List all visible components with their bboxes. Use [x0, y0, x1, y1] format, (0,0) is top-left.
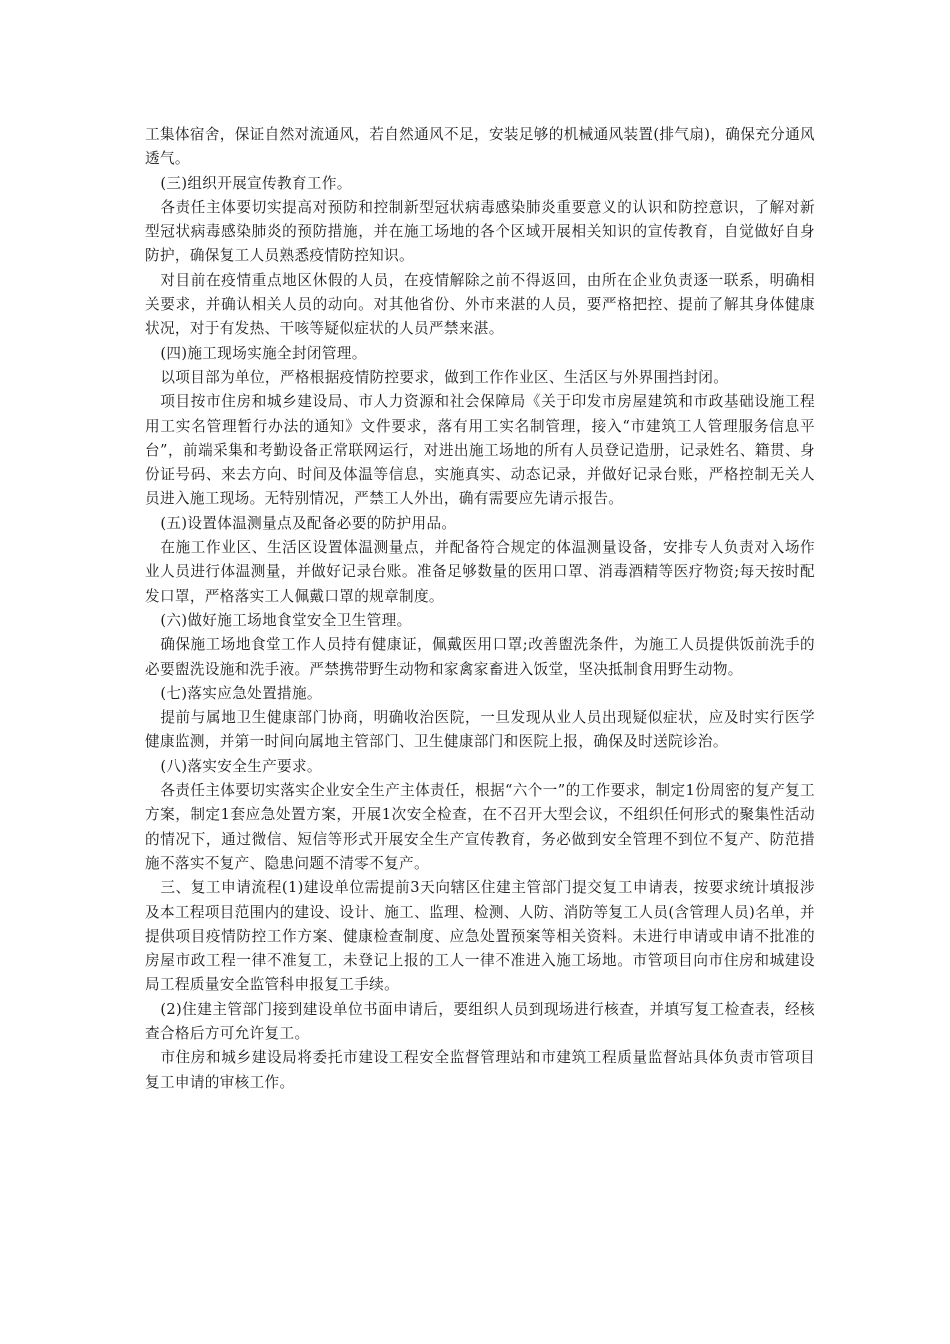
section-heading-4: (四)施工现场实施全封闭管理。: [160, 344, 367, 362]
paragraph-17: (2)住建主管部门接到建设单位书面申请后，要组织人员到现场进行核查，并填写复工检查表，经核查合格后方可允许复工。: [145, 1000, 815, 1042]
paragraph-7: 项目按市住房和城乡建设局、市人力资源和社会保障局《关于印发市房屋建筑和市政基础设施工程用工实名管理暂行办法的通知》文件要求，落有用工实名制管理，接入“市建筑工人管理服务信息平台”，前端采集和考勤设备正常联网运行，对进出施工场地的所有人员登记造册，记录姓名、籍贯、身份证号码、来去方向、时间及体温等信息，实施真实、动态记录，并做好记录台账，严格控制无关人员进入施工现场。无特别情况，严禁工人外出，确有需要应先请示报告。: [145, 393, 815, 508]
section-heading-7: (七)落实应急处置措施。: [160, 684, 322, 702]
document-body: [145, 123, 815, 1095]
paragraph-13: 提前与属地卫生健康部门协商，明确收治医院，一旦发现从业人员出现疑似症状，应及时实行医学健康监测，并第一时间向属地主管部门、卫生健康部门和医院上报，确保及时送院诊治。: [145, 709, 815, 751]
section-heading-6: (六)做好施工场地食堂安全卫生管理。: [160, 611, 412, 629]
paragraph-16: 三、复工申请流程(1)建设单位需提前3天向辖区住建主管部门提交复工申请表，按要求统计填报涉及本工程项目范围内的建设、设计、施工、监理、检测、人防、消防等复工人员(含管理人员)名单，并提供项目疫情防控工作方案、健康检查制度、应急处置预案等相关资料。未进行申请或申请不批准的房屋市政工程一律不准复工，未登记上报的工人一律不准进入施工场地。市管项目向市住房和城建设局工程质量安全监管科申报复工手续。: [145, 879, 815, 994]
paragraph-15: 各责任主体要切实落实企业安全生产主体责任，根据“六个一”的工作要求，制定1份周密的复产复工方案，制定1套应急处置方案，开展1次安全检查，在不召开大型会议，不组织任何形式的聚集性活动的情况下，通过微信、短信等形式开展安全生产宣传教育，务必做到安全管理不到位不复产、防范措施不落实不复产、隐患问题不清零不复产。: [145, 782, 815, 872]
paragraph-1: 工集体宿舍，保证自然对流通风，若自然通风不足，安装足够的机械通风装置(排气扇)，确保充分通风透气。: [145, 126, 815, 168]
section-heading-8: (八)落实安全生产要求。: [160, 757, 322, 775]
paragraph-18: 市住房和城乡建设局将委托市建设工程安全监督管理站和市建筑工程质量监督站具体负责市管项目复工申请的审核工作。: [145, 1049, 815, 1091]
section-heading-3: (三)组织开展宣传教育工作。: [160, 174, 352, 192]
section-heading-5: (五)设置体温测量点及配备必要的防护用品。: [160, 514, 457, 532]
paragraph-4: 对目前在疫情重点地区休假的人员，在疫情解除之前不得返回，由所在企业负责逐一联系，明确相关要求，并确认相关人员的动向。对其他省份、外市来湛的人员，要严格把控、提前了解其身体健康状况，对于有发热、干咳等疑似症状的人员严禁来湛。: [145, 271, 815, 338]
paragraph-3: 各责任主体要切实提高对预防和控制新型冠状病毒感染肺炎重要意义的认识和防控意识，了解对新型冠状病毒感染肺炎的预防措施，并在施工场地的各个区域开展相关知识的宣传教育，自觉做好自身防护，确保复工人员熟悉疫情防控知识。: [145, 198, 815, 265]
paragraph-6: 以项目部为单位，严格根据疫情防控要求，做到工作作业区、生活区与外界围挡封闭。: [160, 368, 729, 386]
paragraph-9: 在施工作业区、生活区设置体温测量点，并配备符合规定的体温测量设备，安排专人负责对入场作业人员进行体温测量，并做好记录台账。准备足够数量的医用口罩、消毒酒精等医疗物资;每天按时配发口罩，严格落实工人佩戴口罩的规章制度。: [145, 539, 815, 605]
paragraph-11: 确保施工场地食堂工作人员持有健康证，佩戴医用口罩;改善盥洗条件，为施工人员提供饭前洗手的必要盥洗设施和洗手液。严禁携带野生动物和家禽家畜进入饭堂，坚决抵制食用野生动物。: [145, 636, 815, 678]
